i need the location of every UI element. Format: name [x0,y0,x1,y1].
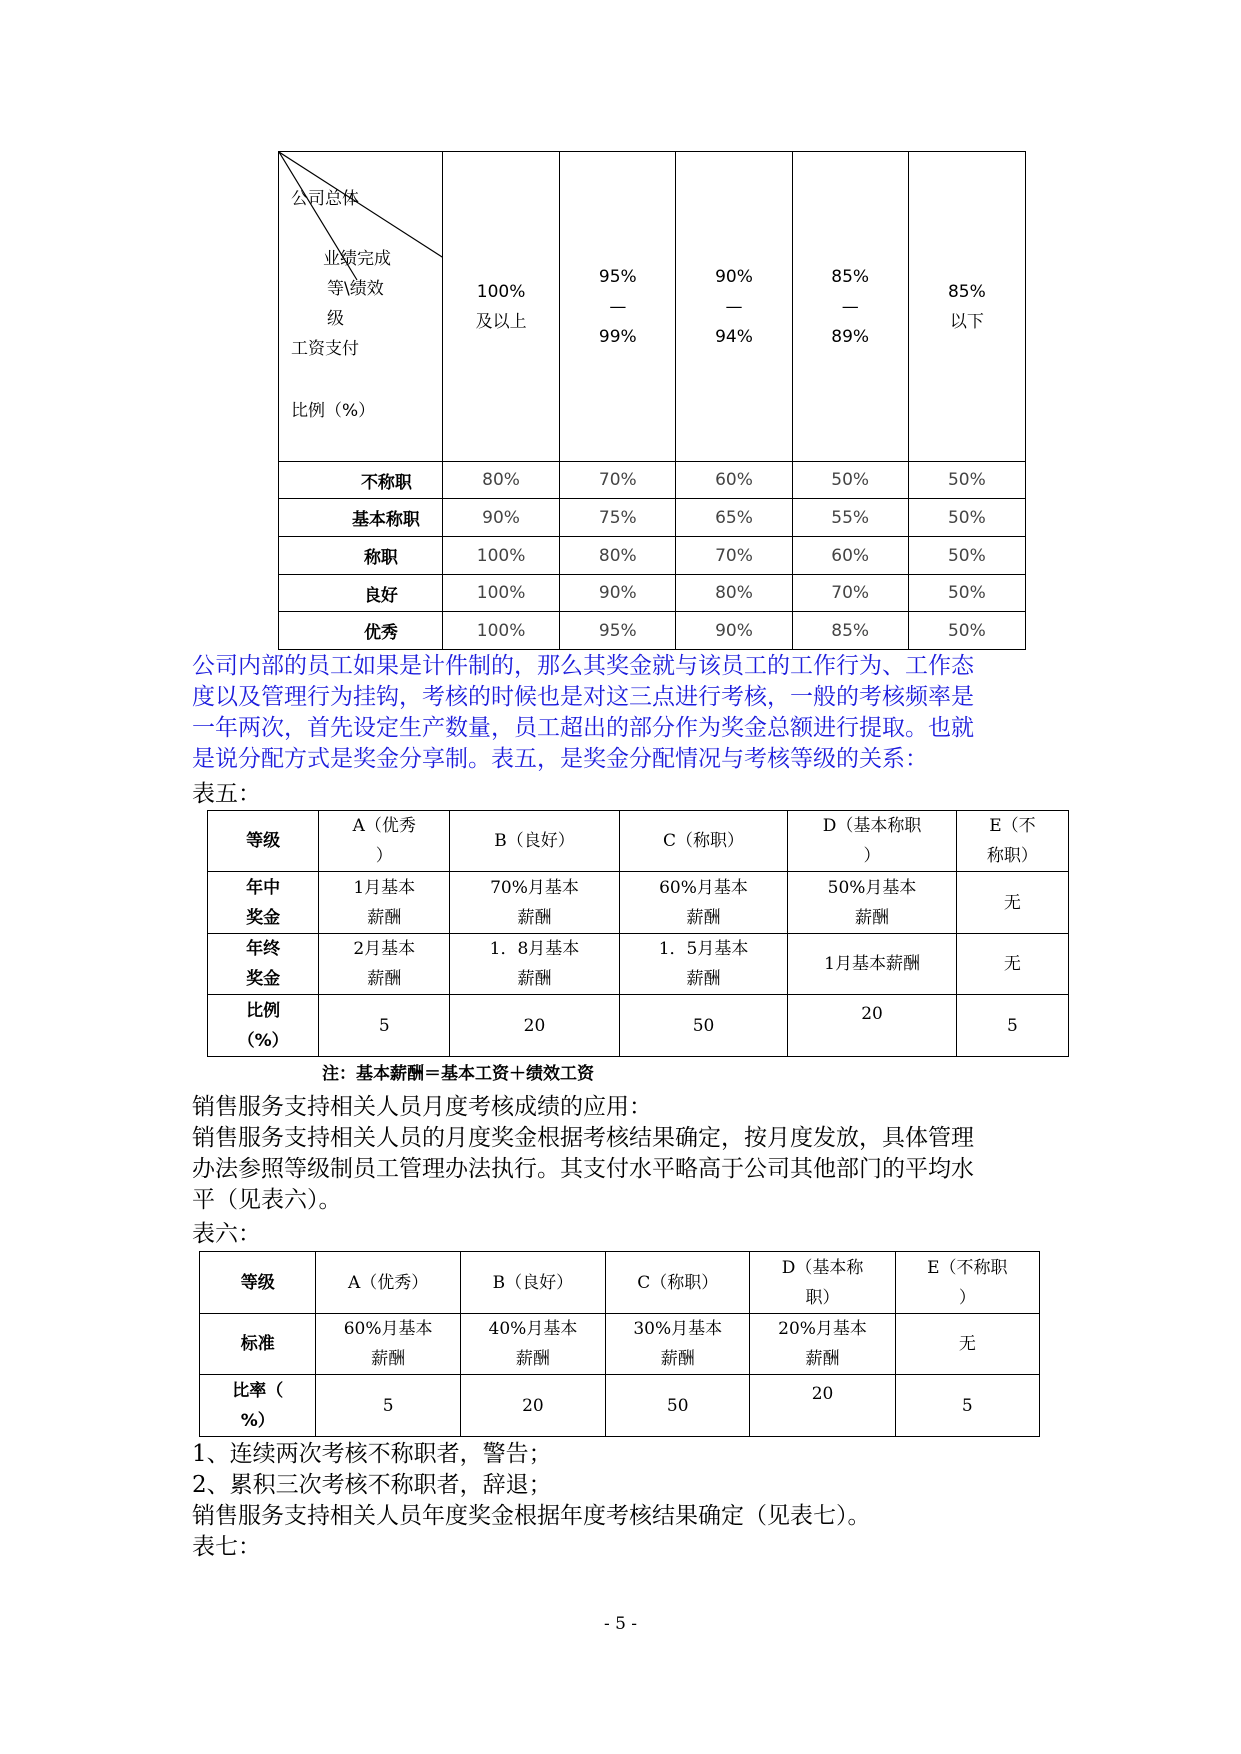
table-cell: 50 [619,995,788,1057]
header-e [895,1252,1039,1314]
cell-line2: 薪酬 [686,907,721,928]
table-cell: 70% [792,575,908,612]
header-d [788,811,957,872]
table-cell: 100% [442,575,559,612]
table-cell: 70% [560,462,676,499]
col-header-bottom: 94% [715,326,753,347]
col-header-bottom: 以下 [949,311,984,332]
label-line1: 比例 [246,1000,281,1021]
corner-text-4: 级 [327,309,344,329]
table-cell: 80% [560,537,676,575]
header-a [319,811,450,872]
cell-line1: 60%月基本 [343,1319,433,1339]
col-header-1 [442,152,559,462]
cell-line2: 薪酬 [855,907,890,928]
warning-list [192,1439,871,1563]
paragraph-monthly [192,1092,974,1216]
table-cell [619,934,788,995]
header-d-line1: D（基本称 [781,1257,864,1278]
header-a: A（优秀） [316,1252,460,1314]
table-cell [788,872,957,934]
row-label-ratio [208,995,319,1057]
table-cell: 90% [442,499,559,537]
table-cell: 20 [750,1375,895,1437]
label-line2: 奖金 [246,907,281,928]
table-cell: 1月基本薪酬 [788,934,957,995]
table-cell: 90% [676,612,792,650]
cell-line1: 50%月基本 [827,877,917,898]
table-cell: 100% [442,537,559,575]
table-cell: 85% [792,612,908,650]
table-cell: 20 [788,995,957,1057]
corner-text-1: 公司总体 [291,189,359,209]
header-e-line1: E（不称职 [927,1257,1008,1278]
col-header-bottom: 及以上 [475,311,527,332]
table-cell: 80% [442,462,559,499]
table-cell: 90% [560,575,676,612]
table-cell: 5 [895,1375,1039,1437]
label-line1: 比率（ [232,1380,284,1401]
header-b: B（良好） [460,1252,605,1314]
cell-line1: 1．5月基本 [658,939,749,959]
table-cell: 50% [908,575,1025,612]
cell-line2: 薪酬 [367,907,402,928]
table-cell: 65% [676,499,792,537]
table6-caption: 表六： [192,1221,261,1247]
table7-caption: 表七： [192,1534,261,1560]
header-label: 等级 [200,1252,316,1314]
table-cell: 50% [908,537,1025,575]
table-cell: 100% [442,612,559,650]
header-d [750,1252,895,1314]
label-line2: （%） [237,1030,289,1051]
row-label: 优秀 [279,612,443,650]
paragraph-annual: 销售服务支持相关人员年度奖金根据年度考核结果确定（见表七）。 [192,1503,871,1529]
cell-line1: 1月基本 [353,877,416,898]
col-header-5 [908,152,1025,462]
label-line1: 年中 [246,877,281,898]
text-line: 公司内部的员工如果是计件制的，那么其奖金就与该员工的工作行为、工作态 [192,653,974,679]
cell-line1: 30%月基本 [633,1319,723,1339]
table-cell [316,1314,460,1375]
col-header-mid: — [609,296,627,317]
text-line: 度以及管理行为挂钩，考核的时候也是对这三点进行考核，一般的考核频率是 [192,684,974,710]
label-line2: 奖金 [246,969,281,989]
cell-line2: 薪酬 [367,969,402,989]
table-cell [750,1314,895,1375]
col-header-2 [560,152,676,462]
table-cell: 50% [908,612,1025,650]
paragraph-piecework [192,651,974,775]
table-cell: 50% [908,499,1025,537]
header-b: B（良好） [450,811,620,872]
table-cell [450,872,620,934]
bonus-table-5 [207,810,1069,1057]
table-cell: 5 [319,995,450,1057]
table-cell: 50% [792,462,908,499]
cell-line2: 薪酬 [517,969,552,989]
list-item: 1、连续两次考核不称职者，警告； [192,1441,552,1467]
table-cell: 50% [908,462,1025,499]
cell-line1: 20%月基本 [778,1319,867,1339]
label-line1: 年终 [246,939,281,959]
header-c: C（称职） [619,811,788,872]
corner-text-5: 工资支付 [291,339,359,359]
table-cell: 70% [676,537,792,575]
col-header-mid: — [841,296,859,317]
row-label-ratio [200,1375,316,1437]
col-header-4 [792,152,908,462]
row-label: 不称职 [279,462,443,499]
table-cell: 5 [956,995,1068,1057]
col-header-bottom: 99% [598,326,637,347]
cell-line1: 2月基本 [353,939,416,959]
text-line: 是说分配方式是奖金分享制。表五，是奖金分配情况与考核等级的关系： [192,746,928,772]
text-line: 办法参照等级制员工管理办法执行。其支付水平略高于公司其他部门的平均水 [192,1156,974,1182]
col-header-mid: — [725,296,743,317]
table-cell: 20 [460,1375,605,1437]
table-cell: 50 [606,1375,750,1437]
header-d-line2: 职） [805,1287,840,1308]
text-line: 销售服务支持相关人员的月度奖金根据考核结果确定，按月度发放，具体管理 [192,1125,974,1151]
table-cell [606,1314,750,1375]
table-cell [450,934,620,995]
table5-caption: 表五： [192,781,261,807]
cell-line1: 40%月基本 [488,1319,578,1339]
table-cell [319,872,450,934]
text-line: 销售服务支持相关人员月度考核成绩的应用： [192,1094,652,1120]
col-header-3 [676,152,792,462]
header-d-line1: D（基本称职 [822,816,922,836]
cell-line2: 薪酬 [517,907,552,928]
corner-text-3: 等\绩效 [327,279,384,299]
bonus-table-6 [199,1251,1040,1437]
salary-ratio-table [278,151,1026,650]
col-header-top: 95% [598,266,637,287]
row-label-midyear [208,872,319,934]
col-header-top: 85% [831,266,870,287]
header-label: 等级 [208,811,319,872]
row-label: 良好 [279,575,443,612]
list-item: 2、累积三次考核不称职者，辞退； [192,1472,552,1498]
table-cell: 无 [956,872,1068,934]
col-header-top: 90% [715,266,753,287]
header-e-line2: ） [958,1287,976,1308]
table-cell [319,934,450,995]
table-cell: 60% [676,462,792,499]
table-cell: 80% [676,575,792,612]
text-line: 平（见表六）。 [192,1187,342,1213]
table-cell: 无 [956,934,1068,995]
col-header-top: 85% [947,281,986,302]
table-cell: 95% [560,612,676,650]
row-label-yearend [208,934,319,995]
header-a-line2: ） [375,846,393,866]
cell-line2: 薪酬 [805,1349,840,1369]
table-cell: 5 [316,1375,460,1437]
cell-line1: 70%月基本 [490,877,579,898]
header-e [956,811,1068,872]
text-line: 一年两次，首先设定生产数量，员工超出的部分作为奖金总额进行提取。也就 [192,715,974,741]
table-cell [619,872,788,934]
cell-line2: 薪酬 [686,969,721,989]
header-c: C（称职） [606,1252,750,1314]
table-cell: 20 [450,995,620,1057]
note-basic-pay: 注：基本薪酬＝基本工资＋绩效工资 [322,1064,594,1084]
header-d-line2: ） [863,846,881,866]
corner-cell [279,152,443,462]
row-label-standard: 标准 [200,1314,316,1375]
cell-line1: 60%月基本 [659,877,748,898]
table-cell: 55% [792,499,908,537]
table-cell: 无 [895,1314,1039,1375]
cell-line1: 1．8月基本 [489,939,580,959]
header-a-line1: A（优秀 [352,816,416,836]
corner-text-2: 业绩完成 [323,249,391,269]
table-cell: 75% [560,499,676,537]
page-number: - 5 - [603,1614,638,1634]
row-label: 基本称职 [279,499,443,537]
cell-line2: 薪酬 [660,1349,695,1369]
label-line2: %） [240,1410,275,1431]
header-e-line2: 称职） [986,846,1038,866]
cell-line2: 薪酬 [515,1349,550,1369]
table-cell: 60% [792,537,908,575]
col-header-bottom: 89% [831,326,870,347]
cell-line2: 薪酬 [371,1349,406,1369]
header-e-line1: E（不 [989,816,1036,836]
corner-text-6: 比例（%） [291,401,376,421]
col-header-top: 100% [476,281,526,302]
row-label: 称职 [279,537,443,575]
table-cell [460,1314,605,1375]
